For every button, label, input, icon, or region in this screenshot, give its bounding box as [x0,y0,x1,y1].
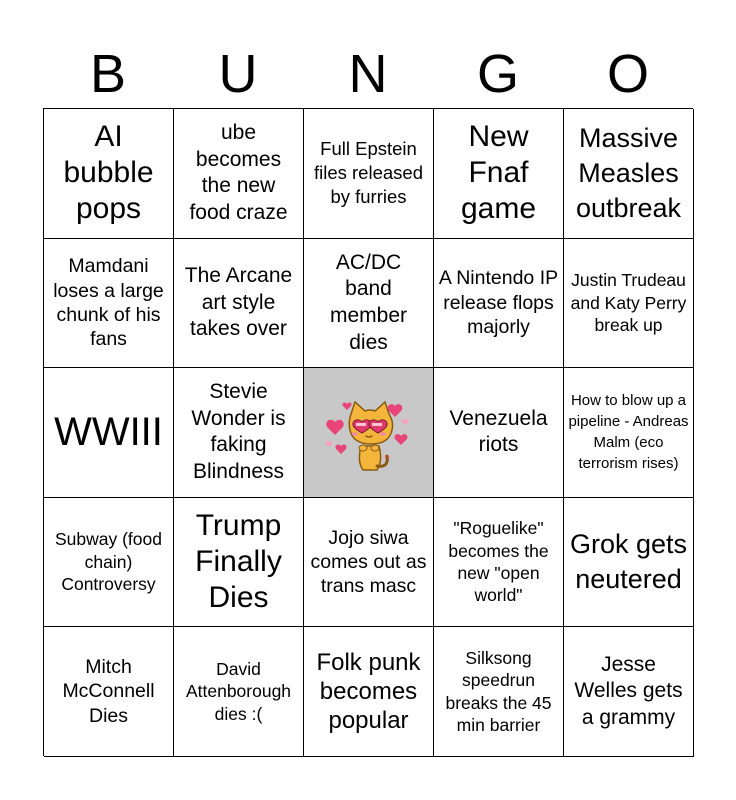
bingo-cell[interactable] [44,239,174,369]
bingo-cell[interactable] [434,109,564,239]
bingo-cell[interactable] [434,239,564,369]
cell-text: "Roguelike" becomes the new "open world" [448,518,549,606]
cell-text: WWIII [54,410,163,455]
cell-text: Mitch McConnell Dies [62,656,155,727]
bingo-cell[interactable] [434,368,564,498]
bingo-cell[interactable] [304,498,434,628]
cell-text: Justin Trudeau and Katy Perry break up [570,270,687,336]
cell-text: How to blow up a pipeline - Andreas Malm (eco terrorism rises) [568,392,689,473]
cat-with-hearts-icon [321,384,417,480]
cell-text: Massive Measles outbreak [575,122,682,223]
header-letter-g: G [476,44,519,104]
cell-text: Trump Finally Dies [195,509,282,615]
bingo-cell[interactable] [44,109,174,239]
bingo-cell[interactable] [174,109,304,239]
bingo-cell[interactable] [434,498,564,628]
header-letter-o: O [606,44,649,104]
free-space-cell[interactable] [304,368,434,498]
bingo-cell[interactable] [304,627,434,757]
bingo-cell[interactable] [174,239,304,369]
bingo-cell[interactable] [174,498,304,628]
bingo-cell[interactable] [564,239,694,369]
cell-text: Grok gets neutered [569,528,688,595]
bingo-cell[interactable] [304,239,434,369]
cell-text: New Fnaf game [460,120,537,226]
bingo-header [43,38,693,110]
cell-text: David Attenborough dies :( [185,659,292,724]
cell-text: Subway (food chain) Controversy [54,529,162,595]
bingo-cell[interactable] [564,109,694,239]
bingo-cell[interactable] [564,627,694,757]
cell-text: Jojo siwa comes out as trans masc [310,526,427,598]
cell-text: Full Epstein files released by furries [313,138,423,208]
cell-text: A Nintendo IP release flops majorly [438,267,559,339]
bingo-cell[interactable] [434,627,564,757]
bingo-card-grid [43,108,693,756]
cell-text: Folk punk becomes popular [316,648,421,735]
cell-text: Silksong speedrun breaks the 45 min barrier [445,647,552,736]
bingo-cell[interactable] [174,627,304,757]
header-letter-n: N [348,44,388,104]
bingo-cell[interactable] [44,627,174,757]
bingo-cell[interactable] [304,109,434,239]
cell-text: ube becomes the new food craze [189,120,288,224]
cell-text: Mamdani loses a large chunk of his fans [53,255,164,351]
bingo-cell[interactable] [174,368,304,498]
cell-text: The Arcane art style takes over [184,263,293,341]
bingo-cell[interactable] [44,498,174,628]
cell-text: Stevie Wonder is faking Blindness [191,380,286,484]
cell-text: Venezuela riots [449,406,548,457]
bingo-cell[interactable] [44,368,174,498]
bingo-cell[interactable] [564,498,694,628]
cell-text: AC/DC band member dies [329,250,408,354]
bingo-cell[interactable] [564,368,694,498]
cell-text: AI bubble pops [63,120,154,226]
cell-text: Jesse Welles gets a grammy [574,652,683,729]
header-letter-b: B [89,44,127,104]
header-letter-u: U [218,44,258,104]
